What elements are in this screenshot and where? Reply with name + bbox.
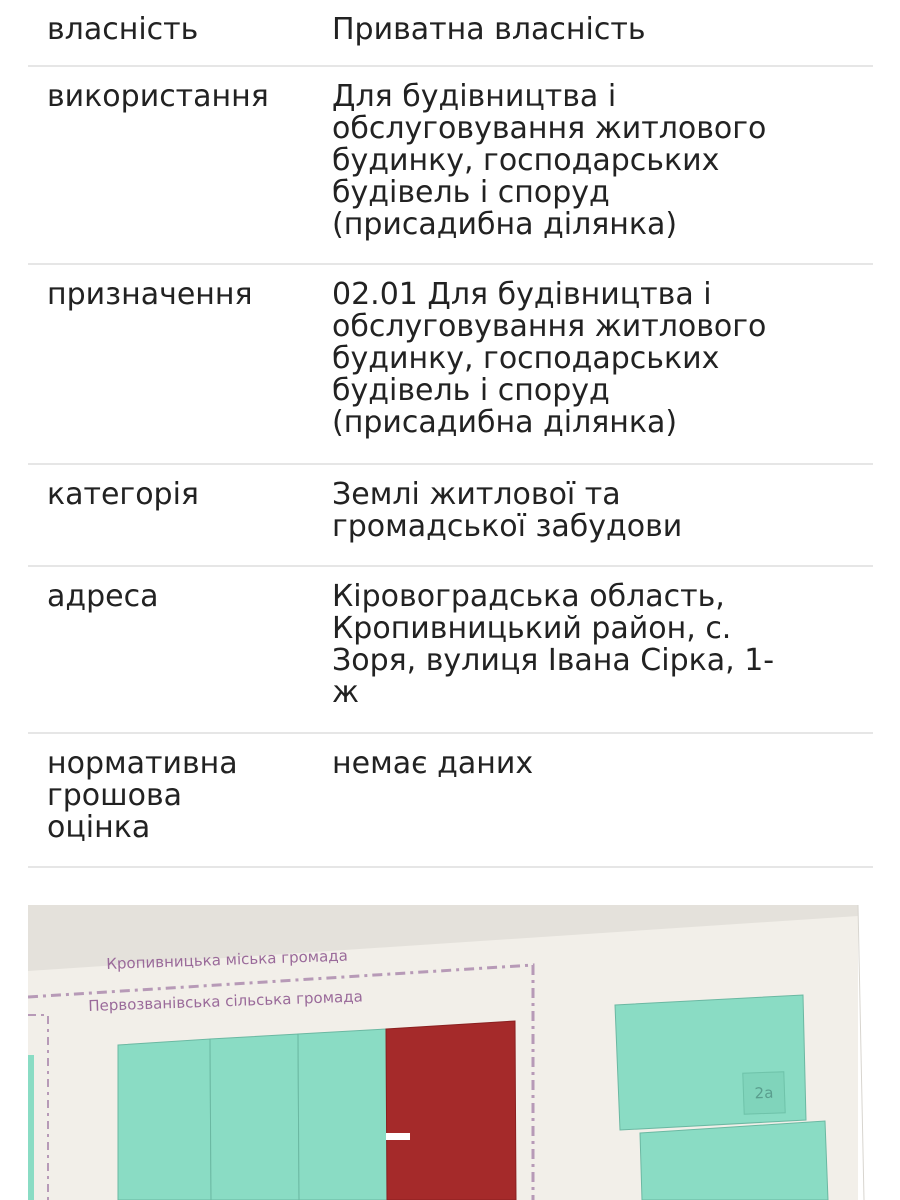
- map-right-gutter: [858, 905, 873, 1200]
- property-label: категорія: [47, 477, 199, 512]
- map-canvas: [28, 905, 873, 1200]
- cadastral-map[interactable]: [28, 905, 873, 1200]
- property-table: [28, 0, 873, 868]
- value-line: обслуговування житлового: [332, 111, 767, 146]
- house-number-label: 2а: [742, 1071, 785, 1114]
- value-line: громадської забудови: [332, 509, 683, 544]
- property-row-address: [28, 567, 873, 734]
- value-line: обслуговування житлового: [332, 309, 767, 344]
- value-line: будівель і споруд: [332, 175, 610, 210]
- value-line: Для будівництва і: [332, 79, 617, 114]
- property-label: адреса: [47, 579, 159, 614]
- parcel[interactable]: [28, 1055, 34, 1200]
- property-row-usage: [28, 67, 873, 265]
- value-line: Землі житлової та: [332, 477, 621, 512]
- value-line: Кропивницький район, с.: [332, 611, 732, 646]
- label-line: оцінка: [47, 810, 151, 845]
- value-line: немає даних: [332, 746, 534, 781]
- value-line: будинку, господарських: [332, 143, 720, 178]
- value-line: будинку, господарських: [332, 341, 720, 376]
- parcel[interactable]: [210, 1034, 299, 1200]
- selected-parcel-marker: [386, 1133, 410, 1140]
- property-label: власність: [47, 12, 199, 47]
- property-value: [330, 14, 840, 65]
- property-value: [330, 479, 840, 565]
- parcel[interactable]: [640, 1121, 828, 1200]
- label-line: грошова: [47, 778, 183, 813]
- value-line: (присадибна ділянка): [332, 207, 678, 242]
- value-line: ж: [332, 675, 360, 710]
- property-row-category: [28, 465, 873, 567]
- value-line: будівель і споруд: [332, 373, 610, 408]
- property-value: [330, 748, 840, 866]
- property-row-purpose: [28, 265, 873, 465]
- value-line: Кіровоградська область,: [332, 579, 725, 614]
- property-label: використання: [47, 79, 269, 114]
- parcel[interactable]: [118, 1039, 211, 1200]
- value-line: (присадибна ділянка): [332, 405, 678, 440]
- selected-parcel[interactable]: [386, 1021, 516, 1200]
- label-line: нормативна: [47, 746, 238, 781]
- property-label: призначення: [47, 277, 253, 312]
- property-value: [330, 81, 840, 263]
- boundary-label-village: Первозванівська сільська громада: [88, 987, 364, 1015]
- property-value: [330, 279, 840, 463]
- boundary-label-city: Кропивницька міська громада: [106, 946, 349, 973]
- value-line: 02.01 Для будівництва і: [332, 277, 712, 312]
- value-line: Приватна власність: [332, 12, 646, 47]
- property-row-valuation: [28, 734, 873, 868]
- property-value: [330, 581, 840, 732]
- property-row-ownership: [28, 0, 873, 67]
- value-line: Зоря, вулиця Івана Сірка, 1-: [332, 643, 775, 678]
- property-label: [28, 748, 330, 866]
- parcel[interactable]: [298, 1029, 387, 1200]
